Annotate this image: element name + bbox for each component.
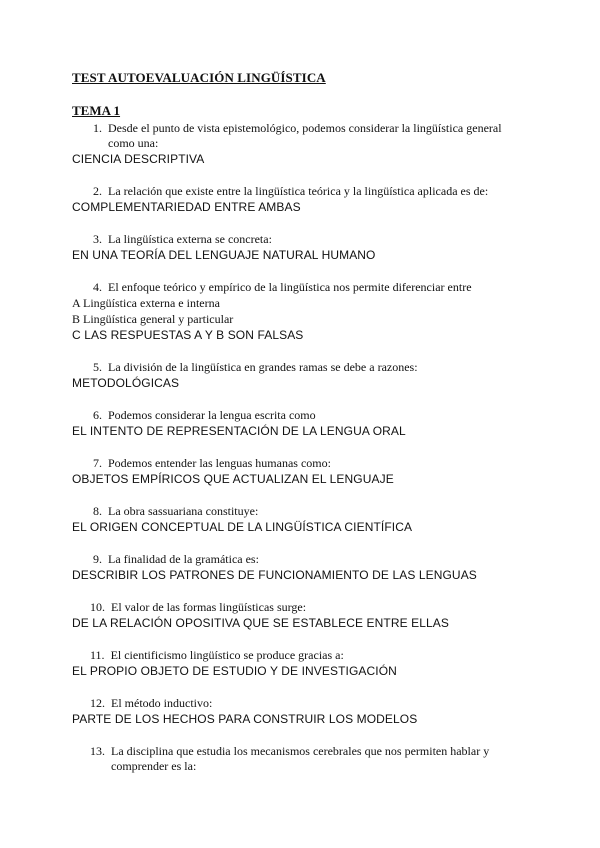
question-2 <box>90 184 510 199</box>
answer-9: DESCRIBIR LOS PATRONES DE FUNCIONAMIENTO DE LAS LENGUAS <box>72 568 477 582</box>
question-text: La finalidad de la gramática es: <box>108 552 259 566</box>
question-number: 5. <box>93 360 102 374</box>
question-text: El método inductivo: <box>111 696 213 710</box>
question-text: La lingüística externa se concreta: <box>108 232 272 246</box>
question-number: 12. <box>90 696 105 710</box>
question-number: 8. <box>93 504 102 518</box>
question-13 <box>90 744 510 774</box>
answer-8: EL ORIGEN CONCEPTUAL DE LA LINGÜÍSTICA CIENTÍFICA <box>72 520 413 534</box>
question-10 <box>90 600 510 615</box>
question-number: 10. <box>90 600 105 614</box>
question-11 <box>90 648 510 663</box>
answer-10: DE LA RELACIÓN OPOSITIVA QUE SE ESTABLECE ENTRE ELLAS <box>72 616 449 630</box>
answer-7: OBJETOS EMPÍRICOS QUE ACTUALIZAN EL LENGUAJE <box>72 472 394 486</box>
option-a: A Lingüística externa e interna <box>72 296 220 310</box>
question-number: 3. <box>93 232 102 246</box>
question-text: Podemos considerar la lengua escrita como <box>108 408 316 422</box>
question-12 <box>90 696 510 711</box>
answer-2: COMPLEMENTARIEDAD ENTRE AMBAS <box>72 200 301 214</box>
question-text: La división de la lingüística en grandes ramas se debe a razones: <box>108 360 418 374</box>
option-b: B Lingüística general y particular <box>72 312 234 326</box>
question-7 <box>90 456 510 471</box>
question-8 <box>90 504 510 519</box>
answer-1: CIENCIA DESCRIPTIVA <box>72 152 205 166</box>
question-text: El enfoque teórico y empírico de la lingüística nos permite diferenciar entre <box>108 280 472 294</box>
question-number: 11. <box>90 648 105 662</box>
question-number: 2. <box>93 184 102 198</box>
question-text: La disciplina que estudia los mecanismos cerebrales que nos permiten hablar y comprender es la: <box>111 744 490 773</box>
answer-11: EL PROPIO OBJETO DE ESTUDIO Y DE INVESTIGACIÓN <box>72 664 397 678</box>
question-4 <box>90 280 510 295</box>
question-text: La obra sassuariana constituye: <box>108 504 259 518</box>
question-number: 1. <box>93 121 102 135</box>
answer-5: METODOLÓGICAS <box>72 376 180 390</box>
answer-3: EN UNA TEORÍA DEL LENGUAJE NATURAL HUMANO <box>72 248 376 262</box>
question-3 <box>90 232 510 247</box>
question-number: 9. <box>93 552 102 566</box>
page-title: TEST AUTOEVALUACIÓN LINGÜÍSTICA <box>72 70 326 85</box>
question-number: 6. <box>93 408 102 422</box>
question-9 <box>90 552 510 567</box>
answer-12: PARTE DE LOS HECHOS PARA CONSTRUIR LOS MODELOS <box>72 712 418 726</box>
question-number: 13. <box>90 744 105 758</box>
answer-6: EL INTENTO DE REPRESENTACIÓN DE LA LENGUA ORAL <box>72 424 406 438</box>
question-text: El cientificismo lingüístico se produce gracias a: <box>110 648 344 662</box>
answer-4: C LAS RESPUESTAS A Y B SON FALSAS <box>72 328 304 342</box>
question-number: 7. <box>93 456 102 470</box>
question-text: Podemos entender las lenguas humanas como: <box>108 456 331 470</box>
question-text: Desde el punto de vista epistemológico, podemos considerar la lingüística general como una: <box>108 121 502 150</box>
question-1 <box>90 121 510 151</box>
question-6 <box>90 408 510 423</box>
question-5 <box>90 360 510 375</box>
section-heading: TEMA 1 <box>72 103 121 118</box>
question-text: La relación que existe entre la lingüística teórica y la lingüística aplicada es de: <box>108 184 489 198</box>
question-number: 4. <box>93 280 102 294</box>
question-text: El valor de las formas lingüísticas surge: <box>111 600 307 614</box>
